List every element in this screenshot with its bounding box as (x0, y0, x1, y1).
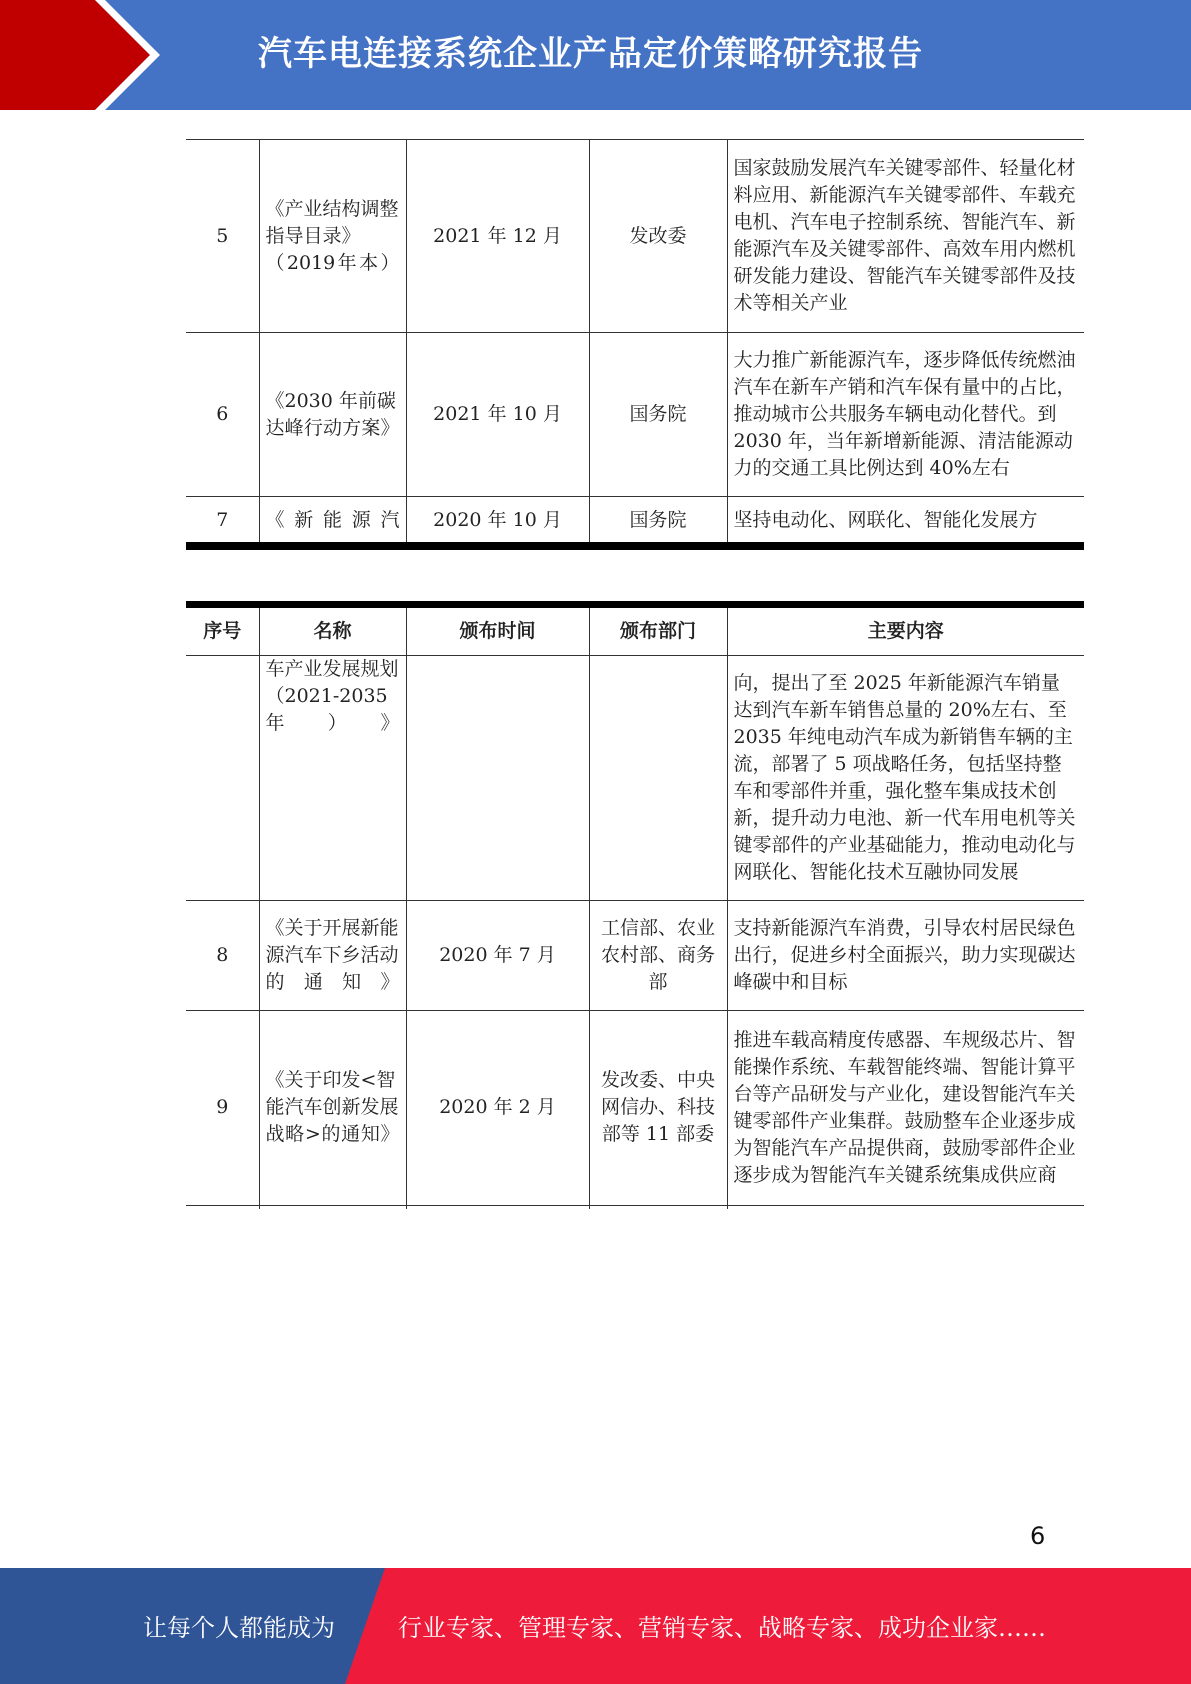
issuing-department: 发改委 (589, 140, 727, 333)
issue-date: 2021 年 10 月 (406, 333, 589, 497)
table-row (186, 1010, 1084, 1205)
policy-content: 坚持电动化、网联化、智能化发展方 (727, 497, 1084, 545)
policy-content: 向，提出了至 2025 年新能源汽车销量达到汽车新车销售总量的 20%左右、至 2035 年纯电动汽车成为新销售车辆的主流，部署了 5 项战略任务，包括坚持整车和零部件并重，强化整车集成技术创新，提升动力电池、新一代车用电机等关键零部件的产业基础能力，推动电动化与网联化、智能化技术互融协同发展 (727, 655, 1084, 900)
row-number: 6 (186, 333, 259, 497)
row-number (186, 655, 259, 900)
policy-table-bottom (186, 608, 1084, 1209)
policy-name (259, 1205, 406, 1209)
report-title: 汽车电连接系统企业产品定价策略研究报告 (258, 34, 923, 74)
table-row (186, 333, 1084, 497)
policy-content: 推进车载高精度传感器、车规级芯片、智能操作系统、车载智能终端、智能计算平台等产品研发与产业化，建设智能汽车关键零部件产业集群。鼓励整车企业逐步成为智能汽车产品提供商，鼓励零部件企业逐步成为智能汽车关键系统集成供应商 (727, 1010, 1084, 1205)
page-footer (0, 1568, 1191, 1684)
issue-date (406, 1205, 589, 1209)
policy-name: 《新能源汽 (259, 497, 406, 545)
issue-date: 2020 年 10 月 (406, 497, 589, 545)
header-content: 主要内容 (727, 608, 1084, 655)
issuing-department (589, 1205, 727, 1209)
issuing-department (589, 655, 727, 900)
issuing-department: 国务院 (589, 497, 727, 545)
table-top-rule (186, 601, 1084, 608)
table-header-row (186, 608, 1084, 655)
table-row (186, 497, 1084, 545)
table-bottom-rule (186, 542, 1084, 550)
header-chevron-icon (0, 0, 160, 110)
table-row (186, 140, 1084, 333)
policy-name: 《产业结构调整指导目录》（2019年本） (259, 140, 406, 333)
issue-date: 2020 年 7 月 (406, 900, 589, 1010)
footer-slogan-right: 行业专家、管理专家、营销专家、战略专家、成功企业家…… (398, 1614, 1046, 1642)
header-name: 名称 (259, 608, 406, 655)
page-number: 6 (1030, 1522, 1046, 1550)
row-number: 5 (186, 140, 259, 333)
policy-name: 《关于印发<智能汽车创新发展战略>的通知》 (259, 1010, 406, 1205)
footer-slogan-left: 让每个人都能成为 (143, 1614, 335, 1642)
row-number: 9 (186, 1010, 259, 1205)
header-dept: 颁布部门 (589, 608, 727, 655)
table-row (186, 655, 1084, 900)
issuing-department: 工信部、农业农村部、商务部 (589, 900, 727, 1010)
issuing-department: 发改委、中央网信办、科技部等 11 部委 (589, 1010, 727, 1205)
policy-content (727, 1205, 1084, 1209)
policy-name: 《2030 年前碳达峰行动方案》 (259, 333, 406, 497)
policy-name: 《关于开展新能源汽车下乡活动的通知》 (259, 900, 406, 1010)
header-date: 颁布时间 (406, 608, 589, 655)
header-no: 序号 (186, 608, 259, 655)
table-row (186, 900, 1084, 1010)
row-number: 7 (186, 497, 259, 545)
policy-content: 支持新能源汽车消费，引导农村居民绿色出行，促进乡村全面振兴，助力实现碳达峰碳中和目标 (727, 900, 1084, 1010)
policy-name: 车产业发展规划（2021-2035年）》 (259, 655, 406, 900)
issue-date: 2020 年 2 月 (406, 1010, 589, 1205)
issuing-department: 国务院 (589, 333, 727, 497)
page-header (0, 0, 1191, 110)
policy-content: 大力推广新能源汽车，逐步降低传统燃油汽车在新车产销和汽车保有量中的占比，推动城市公共服务车辆电动化替代。到 2030 年，当年新增新能源、清洁能源动力的交通工具比例达到 40%左右 (727, 333, 1084, 497)
policy-table-top (186, 139, 1084, 545)
issue-date (406, 655, 589, 900)
issue-date: 2021 年 12 月 (406, 140, 589, 333)
row-number (186, 1205, 259, 1209)
policy-content: 国家鼓励发展汽车关键零部件、轻量化材料应用、新能源汽车关键零部件、车载充电机、汽车电子控制系统、智能汽车、新能源汽车及关键零部件、高效车用内燃机研发能力建设、智能汽车关键零部件及技术等相关产业 (727, 140, 1084, 333)
row-number: 8 (186, 900, 259, 1010)
table-row (186, 1205, 1084, 1209)
